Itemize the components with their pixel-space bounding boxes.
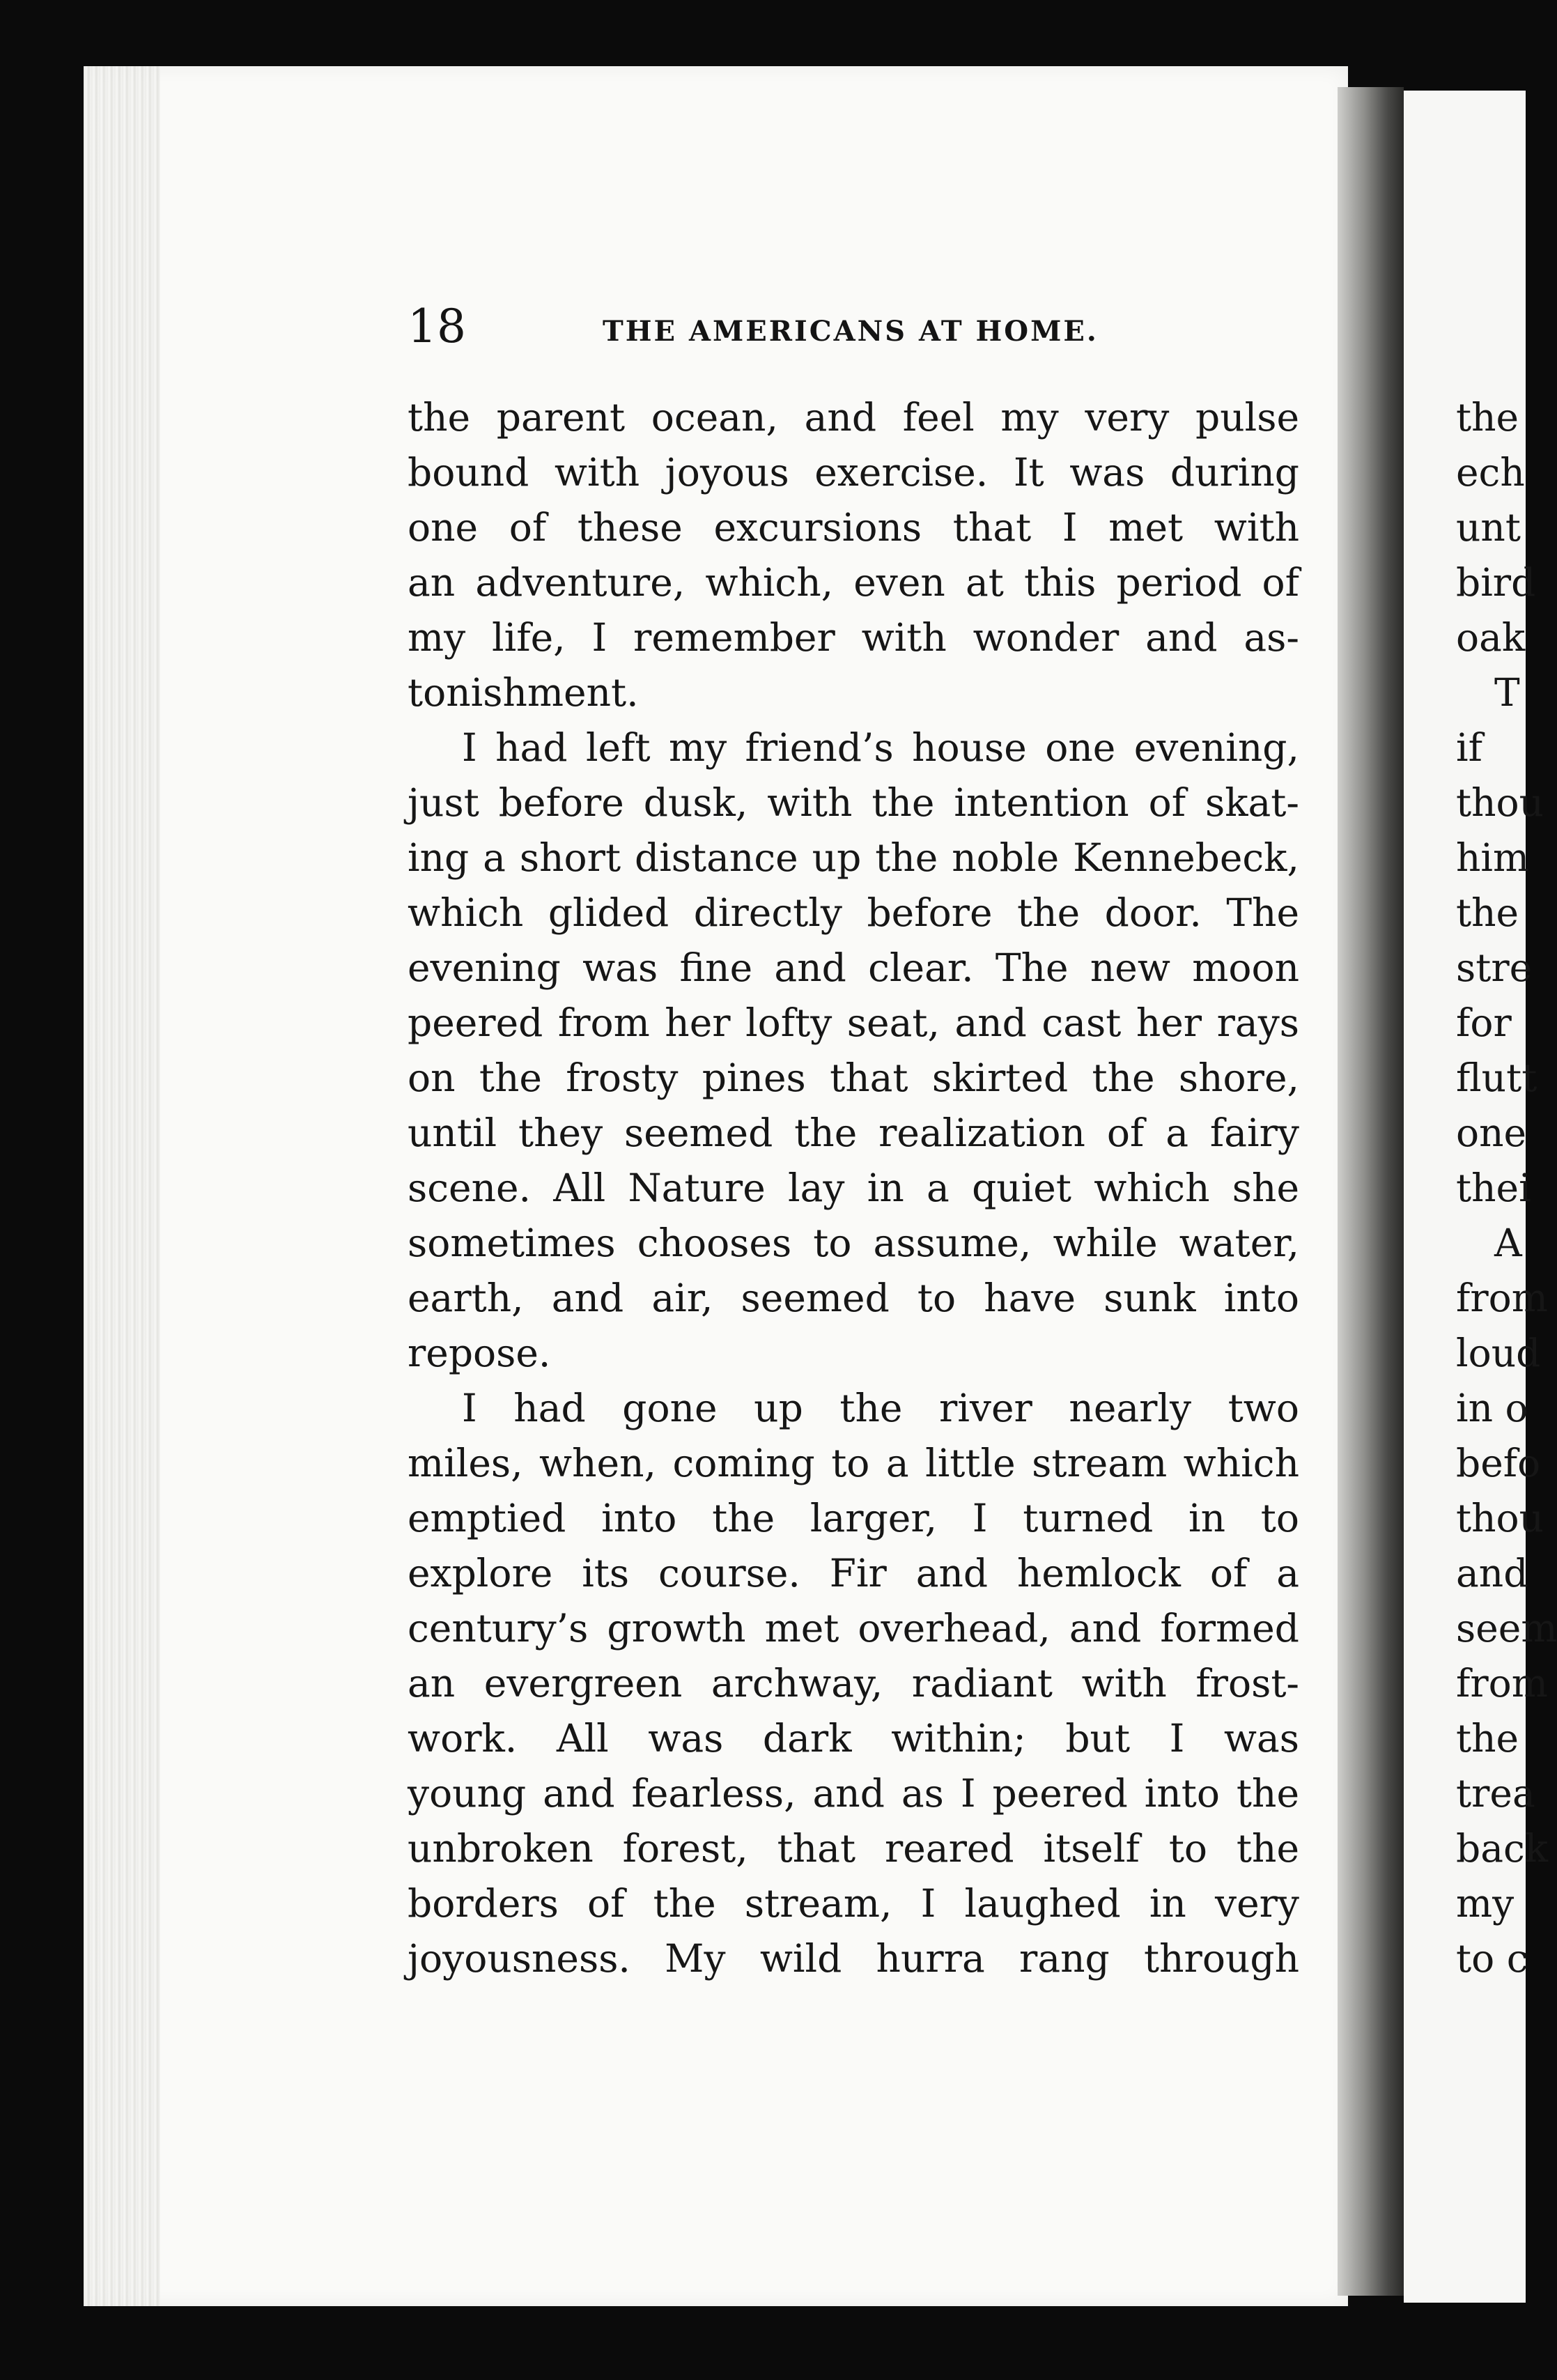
facing-text-fragment: him: [1456, 835, 1530, 880]
text-line: my life, I remember with wonder and as-: [408, 615, 1299, 660]
facing-text-fragment: for: [1456, 1000, 1512, 1045]
text-line: young and fearless, and as I peered into the: [408, 1771, 1299, 1816]
facing-text-fragment: ech: [1456, 450, 1525, 495]
text-line: work. All was dark within; but I was: [408, 1716, 1299, 1761]
page-number: 18: [408, 300, 466, 353]
text-line: repose.: [408, 1331, 551, 1375]
text-line: which glided directly before the door. The: [408, 890, 1299, 935]
facing-text-fragment: from: [1456, 1661, 1548, 1706]
text-line: just before dusk, with the intention of skat-: [408, 780, 1299, 825]
facing-text-fragment: stre: [1456, 945, 1533, 990]
text-line: on the frosty pines that skirted the shore,: [408, 1056, 1299, 1100]
facing-text-fragment: oak: [1456, 615, 1526, 660]
facing-text-fragment: thou: [1456, 1496, 1544, 1540]
facing-text-fragment: the: [1456, 395, 1519, 440]
facing-text-fragment: from: [1456, 1276, 1548, 1320]
page-edges: [84, 66, 160, 2306]
text-line: explore its course. Fir and hemlock of a: [408, 1551, 1299, 1595]
text-line: evening was fine and clear. The new moon: [408, 945, 1299, 990]
text-line: century’s growth met overhead, and formed: [408, 1606, 1299, 1651]
text-line: an adventure, which, even at this period of: [408, 560, 1299, 605]
facing-text-fragment: the: [1456, 1716, 1519, 1761]
body-text: [408, 390, 1299, 1986]
facing-text-fragment: flutt: [1456, 1056, 1537, 1100]
book-gutter: [1338, 87, 1404, 2296]
text-line: ing a short distance up the noble Kennebeck,: [408, 835, 1299, 880]
text-line: tonishment.: [408, 670, 639, 715]
facing-text-fragment: T: [1494, 670, 1520, 715]
facing-text-fragment: A: [1494, 1221, 1522, 1265]
text-line: I had left my friend’s house one evening,: [462, 725, 1299, 770]
facing-text-fragment: and: [1456, 1551, 1528, 1595]
facing-page-text: [1456, 390, 1557, 1986]
facing-text-fragment: trea: [1456, 1771, 1535, 1816]
text-line: emptied into the larger, I turned in to: [408, 1496, 1299, 1540]
text-line: an evergreen archway, radiant with frost-: [408, 1661, 1299, 1706]
facing-text-fragment: thei: [1456, 1166, 1531, 1210]
text-line: one of these excursions that I met with: [408, 505, 1299, 550]
text-line: the parent ocean, and feel my very pulse: [408, 395, 1299, 440]
facing-text-fragment: my: [1456, 1881, 1515, 1926]
facing-text-fragment: loud: [1456, 1331, 1541, 1375]
facing-text-fragment: bird: [1456, 560, 1536, 605]
facing-text-fragment: if: [1456, 725, 1482, 770]
text-line: scene. All Nature lay in a quiet which she: [408, 1166, 1299, 1210]
facing-text-fragment: unt: [1456, 505, 1521, 550]
text-line: earth, and air, seemed to have sunk into: [408, 1276, 1299, 1320]
text-line: until they seemed the realization of a fairy: [408, 1111, 1299, 1155]
facing-text-fragment: back: [1456, 1826, 1549, 1871]
running-head: THE AMERICANS AT HOME.: [603, 315, 1099, 348]
page-header: [408, 300, 1296, 376]
text-line: sometimes chooses to assume, while water,: [408, 1221, 1299, 1265]
text-line: miles, when, coming to a little stream which: [408, 1441, 1299, 1485]
facing-text-fragment: befo: [1456, 1441, 1541, 1485]
text-line: unbroken forest, that reared itself to the: [408, 1826, 1299, 1871]
text-line: peered from her lofty seat, and cast her rays: [408, 1000, 1299, 1045]
facing-text-fragment: thou: [1456, 780, 1544, 825]
facing-text-fragment: in o: [1456, 1386, 1528, 1430]
text-line: borders of the stream, I laughed in very: [408, 1881, 1299, 1926]
facing-text-fragment: one: [1456, 1111, 1527, 1155]
text-line: bound with joyous exercise. It was during: [408, 450, 1299, 495]
facing-text-fragment: seem: [1456, 1606, 1557, 1651]
facing-text-fragment: the: [1456, 890, 1519, 935]
facing-text-fragment: to c: [1456, 1936, 1528, 1981]
text-line: joyousness. My wild hurra rang through: [408, 1936, 1299, 1981]
text-line: I had gone up the river nearly two: [462, 1386, 1299, 1430]
